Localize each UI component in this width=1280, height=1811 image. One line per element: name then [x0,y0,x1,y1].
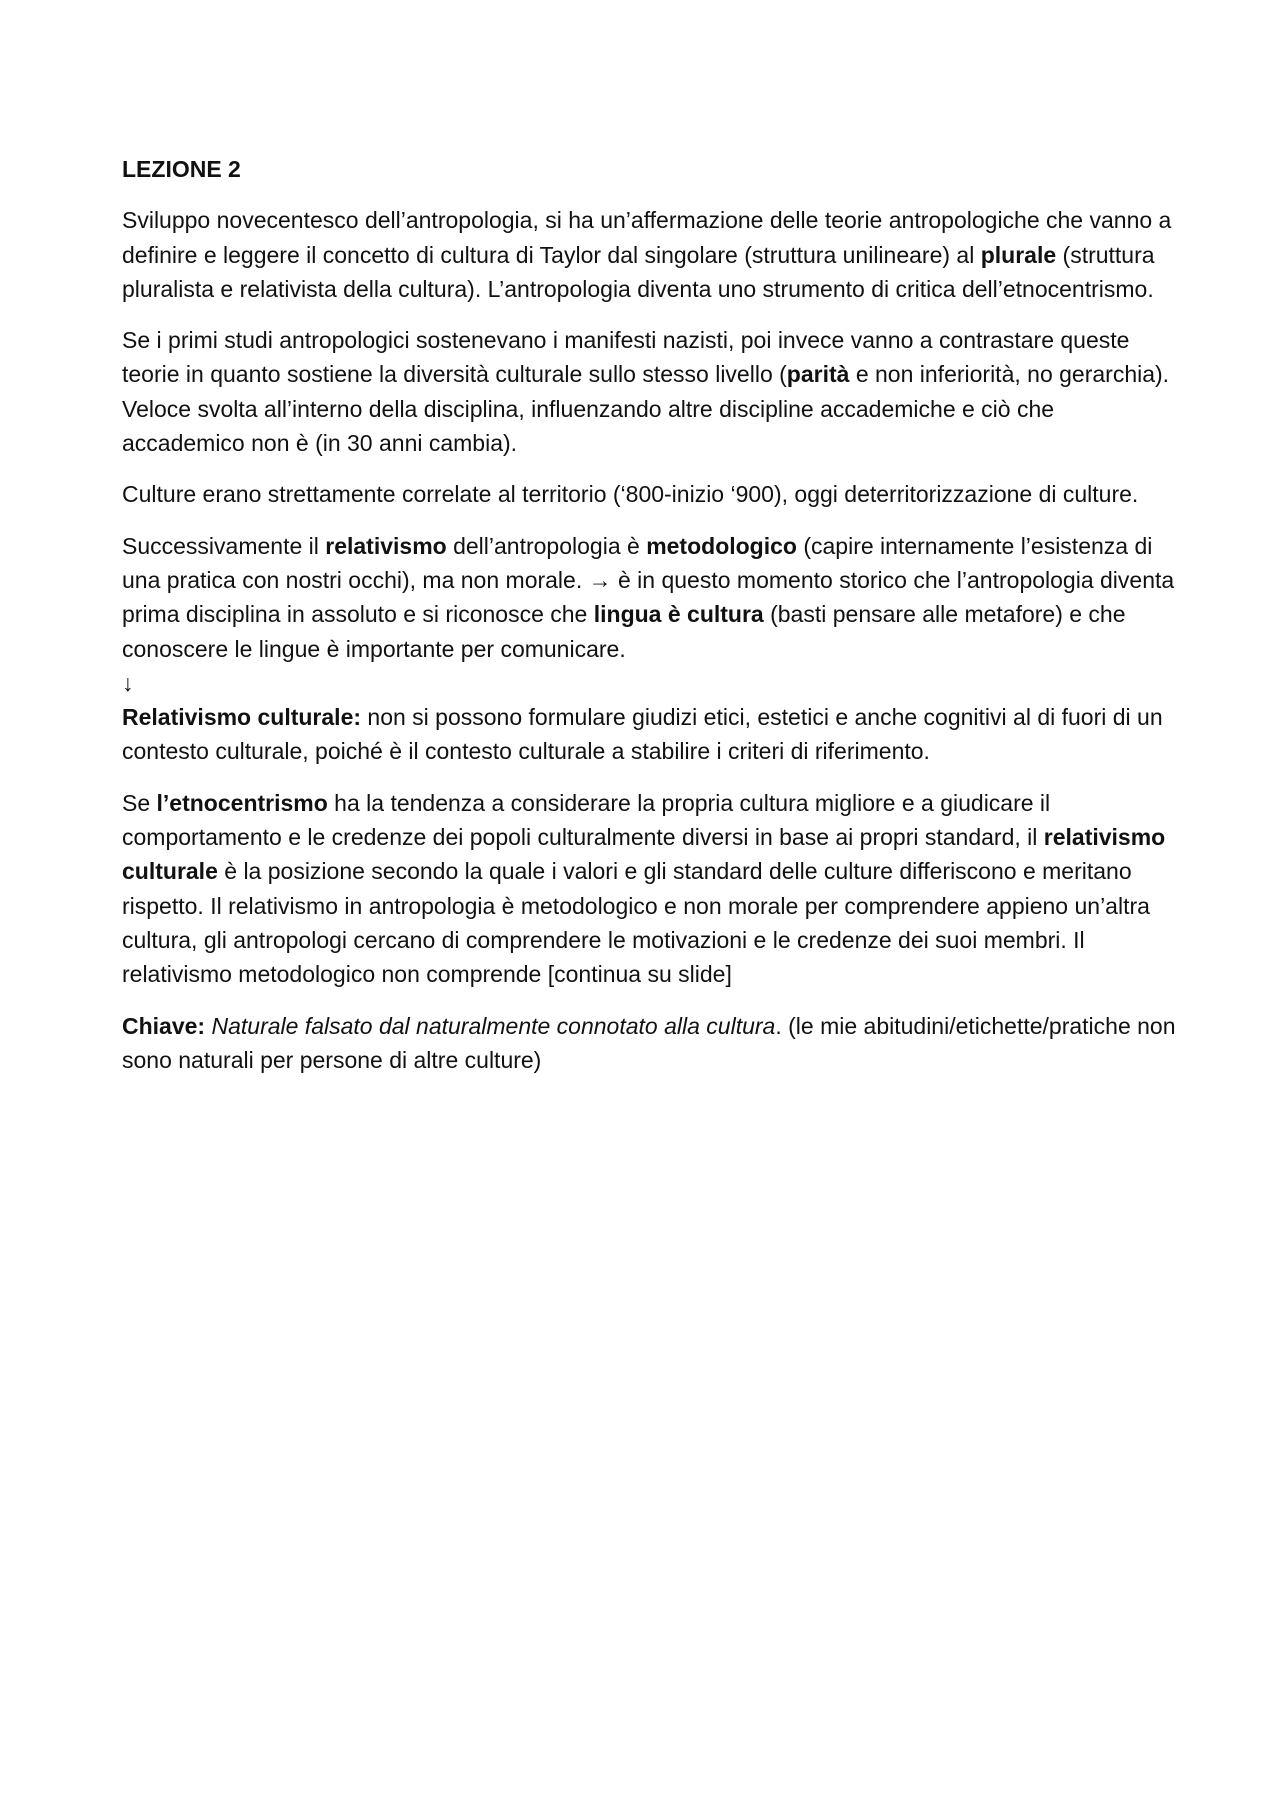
paragraph-text: e non inferiorità, no gerarchia). Veloce svolta all’interno della disciplina, influenzando altre discipline accademiche e ciò che accademico non è (in 30 anni cambia). [122,361,1170,457]
paragraph-text: (capire internamente l’esistenza di una pratica con nostri occhi), ma non morale. → è in questo momento storico che l’antropologia diventa prima disciplina in assoluto e si riconosce che [122,532,1175,628]
down-arrow-icon: ↓ [122,669,134,696]
paragraph-text: Se [122,789,157,816]
paragraph-2 [122,323,1182,460]
paragraph-1 [122,203,1182,306]
lesson-title: LEZIONE 2 [122,156,241,182]
bold-term: relativismo culturale [122,824,1166,885]
document-page [122,152,1182,1094]
bold-term: relativismo [325,532,447,559]
paragraph-text: non si possono formulare giudizi etici, estetici e anche cognitivi al di fuori di un contesto culturale, poiché è il contesto culturale a stabilire i criteri di riferimento. [122,704,1163,765]
bold-term: Chiave: [122,1012,206,1039]
italic-phrase: Naturale falsato dal naturalmente connotato alla cultura [211,1012,776,1039]
paragraph-4 [122,529,1182,666]
paragraph-text: ha la tendenza a considerare la propria cultura migliore e a giudicare il comportamento e le credenze dei popoli culturalmente diversi in base ai propri standard, il [122,789,1051,851]
paragraph-text: (struttura pluralista e relativista della cultura). L’antropologia diventa uno strumento di critica dell’etnocentrismo. [122,241,1155,302]
paragraph-text: Se i primi studi antropologici sostenevano i manifesti nazisti, poi invece vanno a contrastare queste teorie in quanto sostiene la diversità culturale sullo stesso livello ( [122,327,1130,388]
bold-term: lingua è cultura [593,601,764,628]
bold-term: parità [786,361,850,388]
paragraph-3 [122,477,1182,511]
bold-term: metodologico [646,532,797,559]
paragraph-text: . (le mie abitudini/etichette/pratiche non sono naturali per persone di altre culture) [122,1012,1176,1073]
paragraph-text: Sviluppo novecentesco dell’antropologia, si ha un’affermazione delle teorie antropologiche che vanno a definire e leggere il concetto di cultura di Taylor dal singolare (struttura unilineare) al [122,207,1172,268]
paragraph-7 [122,1009,1182,1078]
paragraph-6 [122,786,1182,992]
paragraph-5 [122,700,1182,769]
paragraph-text: dell’antropologia è [446,532,647,559]
paragraph-text: Successivamente il [122,532,326,559]
bold-term: l’etnocentrismo [156,789,328,816]
paragraph-text: Culture erano strettamente correlate al territorio (‘800-inizio ‘900), oggi deterritorizzazione di culture. [122,481,1139,508]
paragraph-text: è la posizione secondo la quale i valori e gli standard delle culture differiscono e meritano rispetto. Il relativismo in antropologia è metodologico e non morale per comprendere appieno un’altra cultura, gli antropologi cercano di comprendere le motivazioni e le credenze dei suoi membri. Il relativismo metodologico non comprende [continua su slide] [122,858,1150,988]
bold-term: Relativismo culturale: [122,704,362,731]
bold-term: plurale [980,241,1057,268]
paragraph-text: (basti pensare alle metafore) e che conoscere le lingue è importante per comunicare. [122,601,1126,662]
